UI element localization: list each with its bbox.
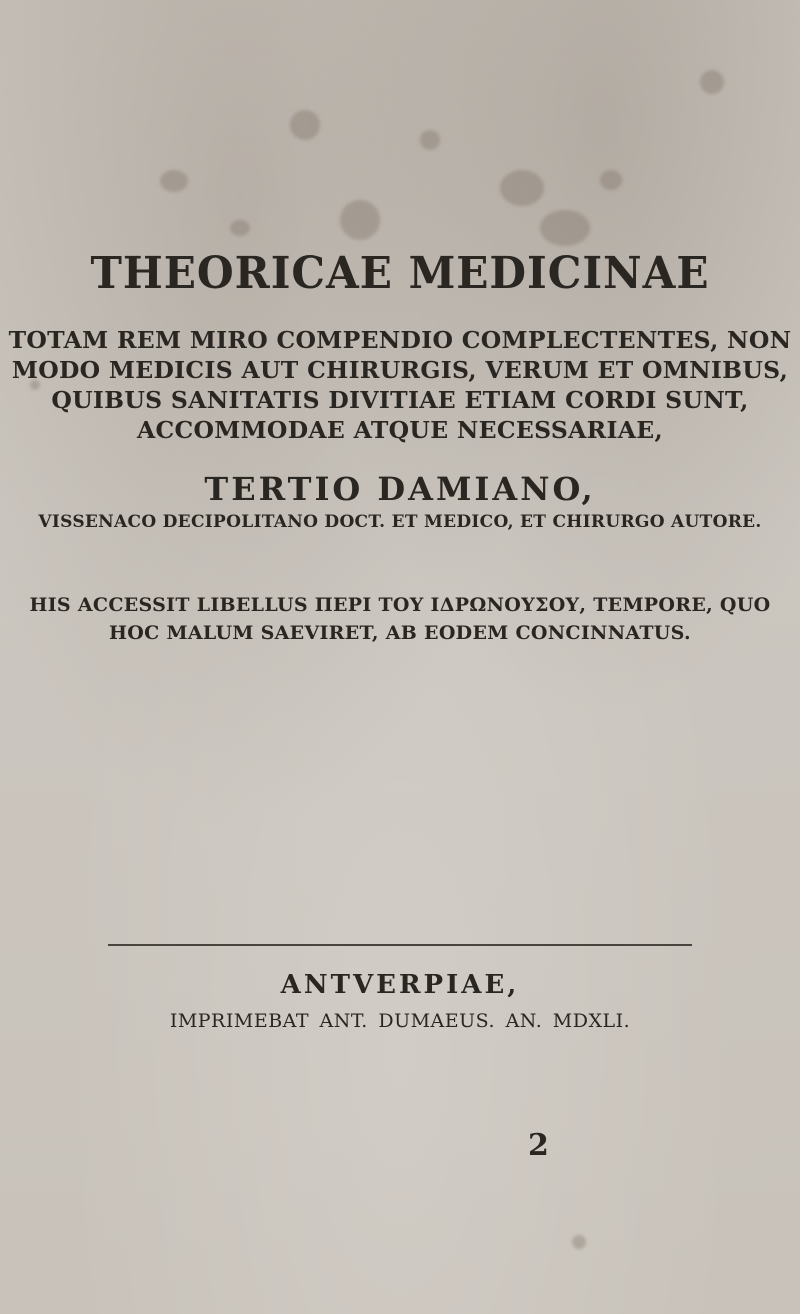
subtitle-line-3: QUIBUS SANITATIS DIVITIAE ETIAM CORDI SUNT, (51, 386, 749, 414)
subtitle-line-1: TOTAM REM MIRO COMPENDIO COMPLECTENTES, NON (8, 326, 792, 354)
subtitle-line-4: ACCOMMODAE ATQUE NECESSARIAE, (136, 416, 664, 444)
author-name: TERTIO DAMIANO, (204, 470, 596, 508)
subtitle-line-2: MODO MEDICIS AUT CHIRURGIS, VERUM ET OMNIBUS, (11, 356, 789, 384)
stain (600, 170, 622, 190)
stain (500, 170, 544, 206)
book-title: THEORICAE MEDICINAE (90, 248, 710, 299)
accessit-line-2: HOC MALUM SAEVIRET, AB EODEM CONCINNATUS. (109, 622, 691, 644)
imprint-printer: IMPRIMEBAT ANT. DUMAEUS. AN. MDXLI. (169, 1010, 631, 1032)
author-origin: VISSENACO DECIPOLITANO DOCT. ET MEDICO, ET CHIRURGO AUTORE. (38, 512, 762, 532)
stain (340, 200, 380, 240)
stain (572, 1235, 586, 1249)
stain (160, 170, 188, 192)
stain (540, 210, 590, 246)
stain (420, 130, 440, 150)
signature-mark: 2 (528, 1128, 549, 1163)
stain (290, 110, 320, 140)
divider-rule (108, 944, 692, 946)
stain (700, 70, 724, 94)
stain (230, 220, 250, 236)
accessit-line-1: HIS ACCESSIT LIBELLUS ΠΕΡΙ ΤΟΥ ΙΔΡΩΝΟΥΣΟΥ, TEMPORE, QUO (29, 594, 771, 616)
imprint-city: ANTVERPIAE, (280, 970, 520, 1000)
